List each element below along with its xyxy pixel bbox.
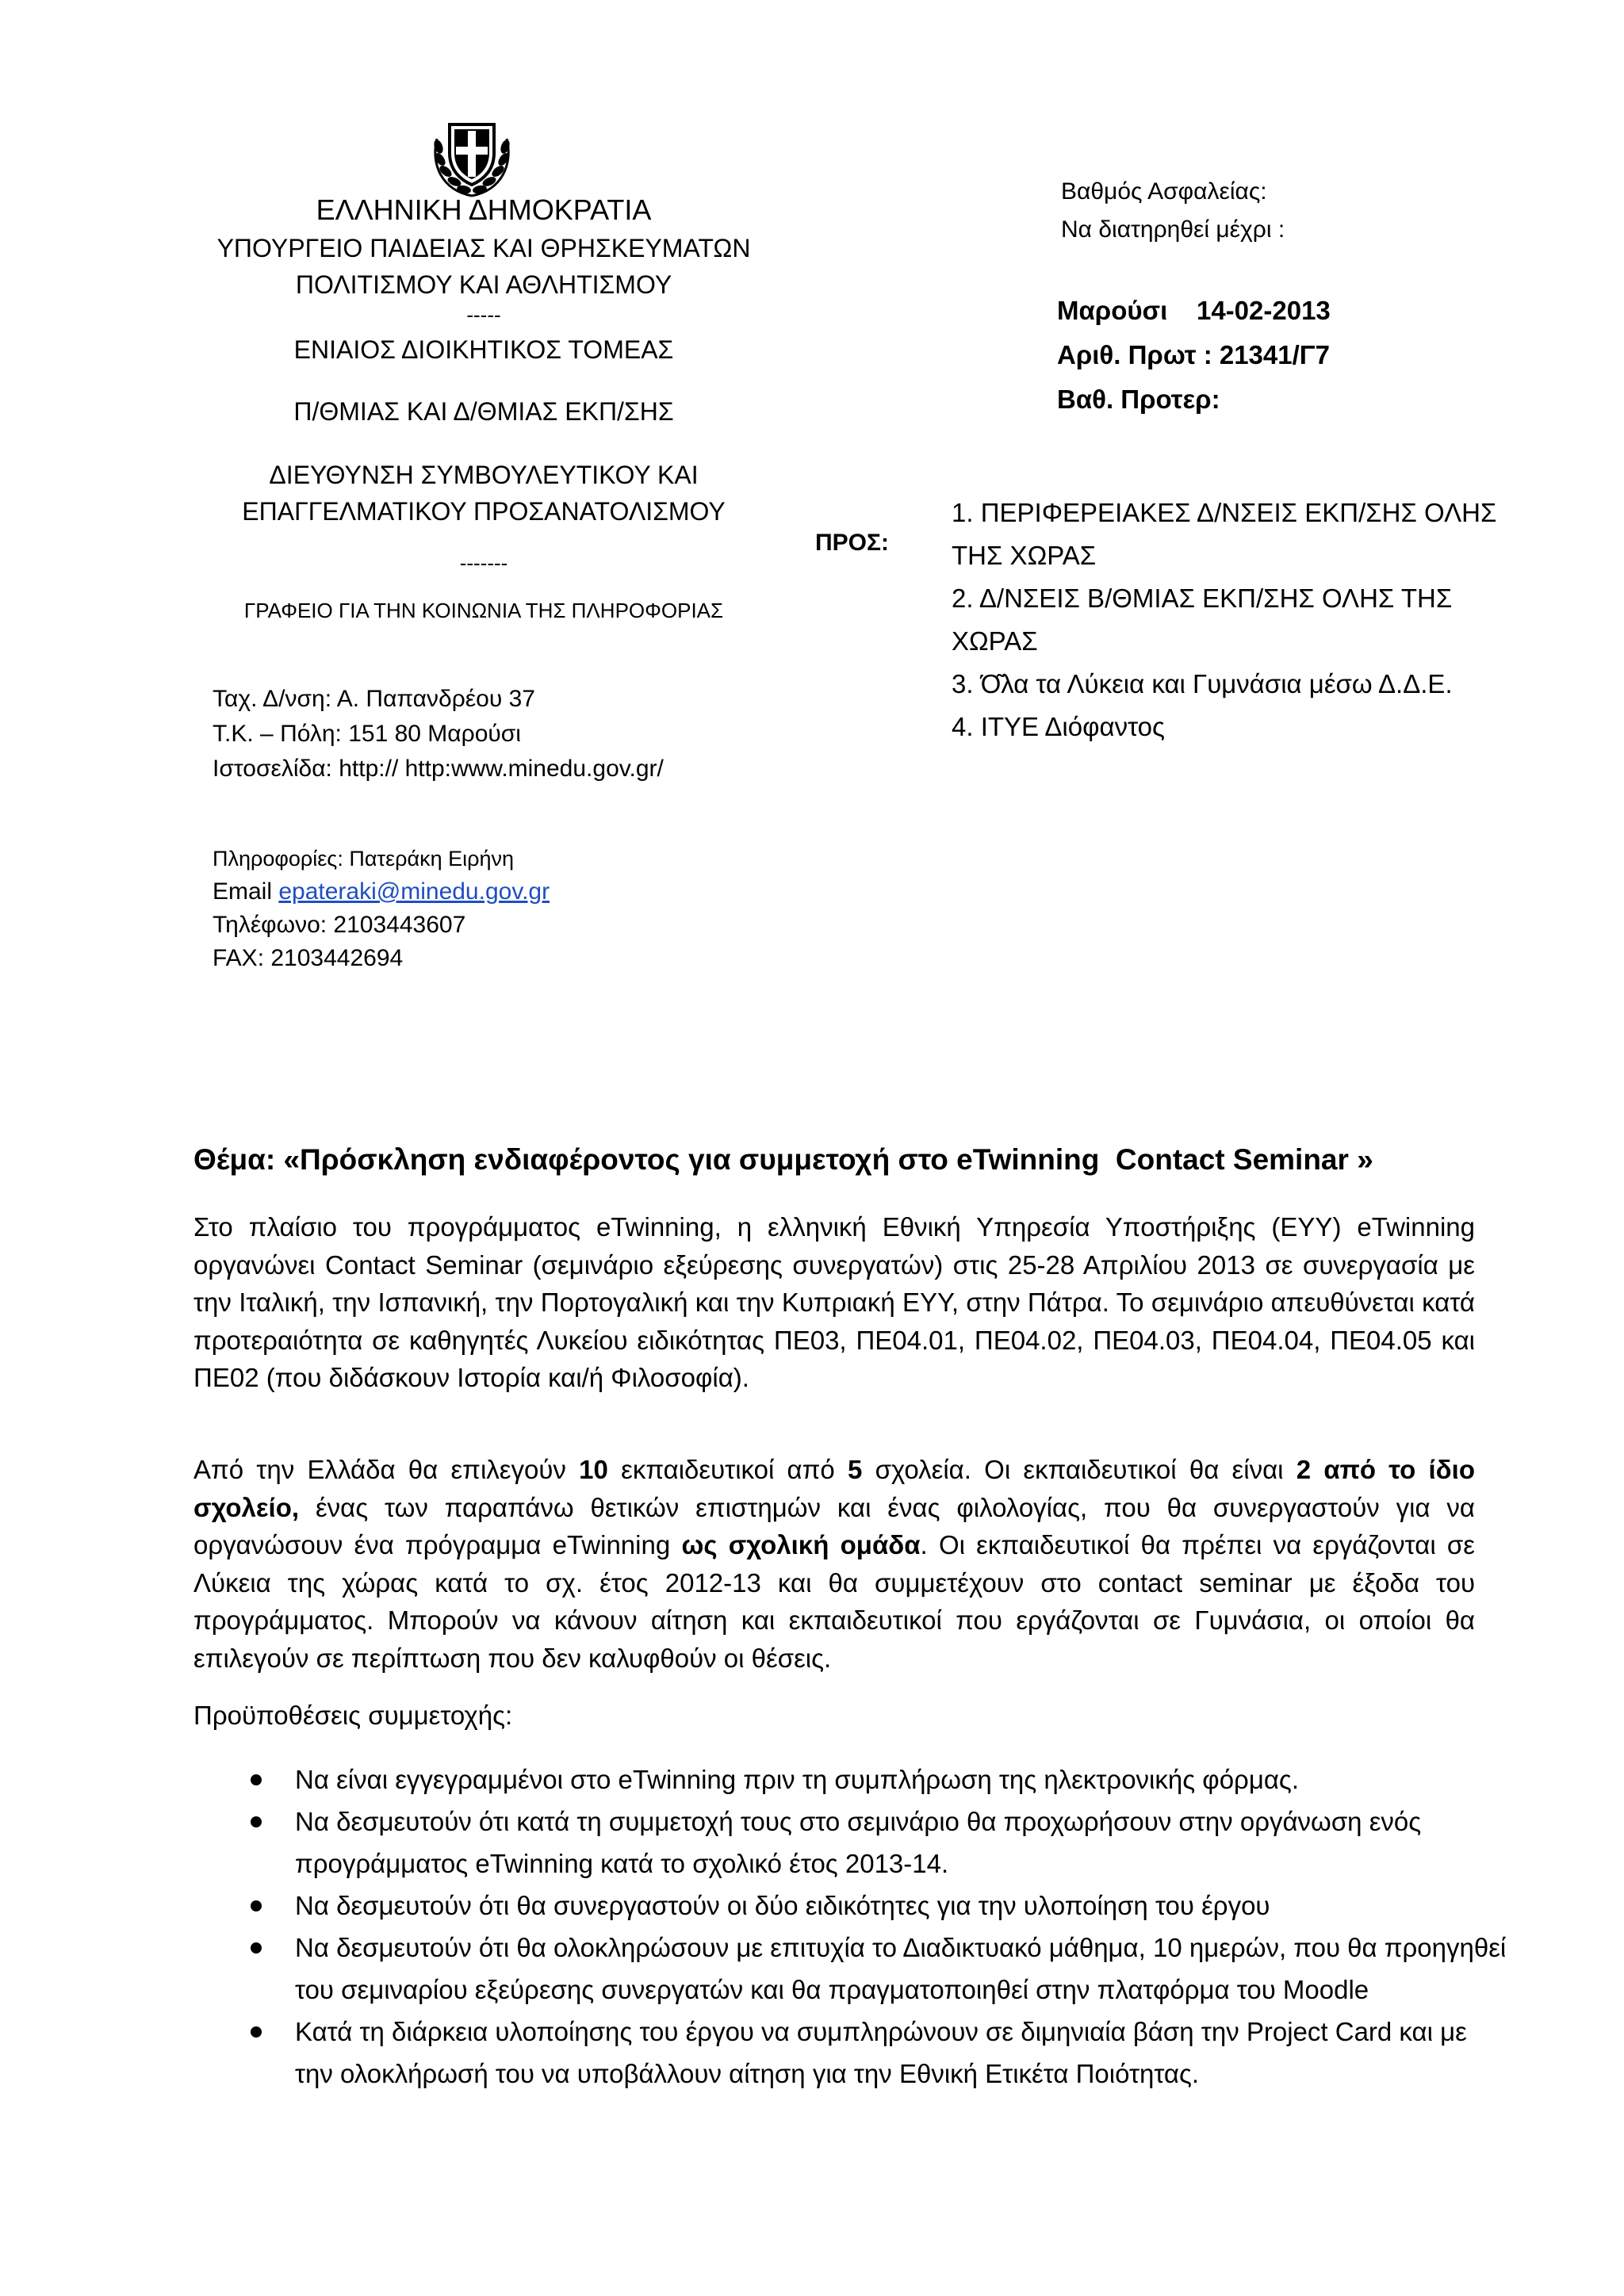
text-segment: σχολεία. Οι εκπαιδευτικοί θα είναι: [862, 1455, 1297, 1484]
bullet-icon: [251, 1774, 262, 1785]
text-segment: . Οι εκπαιδευτικοί θα πρέπει να εργάζονται σε Λύκεια της χώρας κατά το σχ. έτος 2012-13 και θα συμμετέχουν στο contact seminar με έξοδα του προγράμματος. Μπορούν να κάνουν αίτηση και εκπαιδευτικοί που εργάζονται σε Γυμνάσια, οι οποίοι θα επιλεγούν σε περίπτωση που δεν καλυφθούν οι θέσεις.: [193, 1530, 1475, 1673]
header-line-office: ΓΡΑΦΕΙΟ ΓΙΑ ΤΗΝ ΚΟΙΝΩΝΙΑ ΤΗΣ ΠΛΗΡΟΦΟΡΙΑΣ: [243, 599, 724, 622]
bold-segment: 5: [848, 1455, 863, 1484]
bullet-icon: [251, 2026, 262, 2038]
text-segment: εκπαιδευτικοί από: [607, 1455, 848, 1484]
protocol-block: [1057, 289, 1501, 422]
header-divider-1: -----: [466, 303, 501, 327]
condition-item: [238, 1885, 1507, 1927]
bullet-icon: [251, 1900, 262, 1911]
text-segment: Από την Ελλάδα θα επιλεγούν: [193, 1455, 580, 1484]
recipients-list: [952, 492, 1522, 748]
place-date: Μαρούσι 14-02-2013: [1057, 296, 1331, 325]
security-level-label: Βαθμός Ασφαλείας:: [1061, 178, 1267, 205]
header-line-directorate: ΔΙΕΥΘΥΝΣΗ ΣΥΜΒΟΥΛΕΥΤΙΚΟΥ ΚΑΙ: [269, 461, 699, 489]
bold-segment: 2 από το ίδιο σχολείο,: [193, 1455, 1476, 1522]
protocol-number: Αριθ. Πρωτ : 21341/Γ7: [1057, 340, 1330, 369]
condition-text: Να είναι εγγεγραμμένοι στο eTwinning πριν τη συμπλήρωση της ηλεκτρονικής φόρμας.: [295, 1765, 1299, 1794]
retain-until-label: Να διατηρηθεί μέχρι :: [1061, 216, 1285, 243]
address-street: Ταχ. Δ/νση: Α. Παπανδρέου 37: [213, 686, 535, 712]
bullet-icon: [251, 1942, 262, 1954]
priority-label: Βαθ. Προτερ:: [1057, 385, 1220, 414]
contact-phone: Τηλέφωνο: 2103443607: [213, 912, 466, 938]
address-website: Ιστοσελίδα: http:// http:www.minedu.gov.gr/: [213, 756, 664, 782]
contact-email-line: [213, 875, 926, 909]
recipient-item: 1. ΠΕΡΙΦΕΡΕΙΑΚΕΣ Δ/ΝΣΕΙΣ ΕΚΠ/ΣΗΣ ΟΛΗΣ ΤΗΣ ΧΩΡΑΣ: [952, 498, 1497, 570]
email-link[interactable]: epateraki@minedu.gov.gr: [278, 878, 550, 905]
bullet-icon: [251, 1816, 262, 1827]
contact-info: Πληροφορίες: Πατεράκη Ειρήνη: [213, 847, 515, 871]
subject-line: Θέμα: «Πρόσκληση ενδιαφέροντος για συμμετοχή στο eTwinning Contact Seminar »: [193, 1143, 1373, 1176]
condition-text: Να δεσμευτούν ότι θα ολοκληρώσουν με επιτυχία το Διαδικτυακό μάθημα, 10 ημερών, που θα προηγηθεί του σεμιναρίου εξεύρεσης συνεργατών και θα πραγματοποιηθεί στην πλατφόρμα του Moodle: [295, 1933, 1507, 2004]
condition-text: Να δεσμευτούν ότι κατά τη συμμετοχή τους στο σεμινάριο θα προχωρήσουν στην οργάνωση ενός προγράμματος eTwinning κατά το σχολικό έτος 2013-14.: [295, 1807, 1422, 1878]
contact-block: [213, 842, 926, 975]
body-paragraph-2: [193, 1451, 1475, 1677]
bold-segment: ως σχολική ομάδα: [681, 1530, 921, 1559]
recipient-item: 3. Ό͂λα τα Λύκεια και Γυμνάσια μέσω Δ.Δ.Ε.: [952, 669, 1453, 698]
recipient-item: 2. Δ/ΝΣΕΙΣ Β/ΘΜΙΑΣ ΕΚΠ/ΣΗΣ ΟΛΗΣ ΤΗΣ ΧΩΡΑΣ: [952, 584, 1453, 656]
header-line-sector: ΕΝΙΑΙΟΣ ΔΙΟΙΚΗΤΙΚΟΣ ΤΟΜΕΑΣ: [293, 335, 674, 364]
condition-item: [238, 1800, 1507, 1885]
security-block: [1061, 173, 1505, 249]
body-paragraph-1: Στο πλαίσιο του προγράμματος eTwinning, η ελληνική Εθνική Υπηρεσία Υποστήριξης (ΕΥΥ) eTwinning οργανώνει Contact Seminar (σεμινάριο εξεύρεσης συνεργατών) στις 25-28 Απριλίου 2013 σε συνεργασία με την Ιταλική, την Ισπανική, την Πορτογαλική και την Κυπριακή ΕΥΥ, στην Πάτρα. Το σεμινάριο απευθύνεται κατά προτεραιότητα σε καθηγητές Λυκείου ειδικότητας ΠΕ03, ΠΕ04.01, ΠΕ04.02, ΠΕ04.03, ΠΕ04.04, ΠΕ04.05 και ΠΕ02 (που διδάσκουν Ιστορία και/ή Φιλοσοφία).: [193, 1212, 1475, 1392]
email-label: Email: [213, 878, 279, 905]
address-block: [213, 682, 847, 786]
header-line-ministry: ΥΠΟΥΡΓΕΙΟ ΠΑΙΔΕΙΑΣ ΚΑΙ ΘΡΗΣΚΕΥΜΑΤΩΝ: [216, 234, 751, 262]
bold-segment: 10: [579, 1455, 608, 1484]
issuer-header: [182, 190, 785, 626]
condition-text: Κατά τη διάρκεια υλοποίησης του έργου να συμπληρώνουν σε διμηνιαία βάση την Project Card και με την ολοκλήρωσή του να υποβάλλουν αίτηση για την Εθνική Ετικέτα Ποιότητας.: [295, 2017, 1467, 2088]
condition-item: [238, 2011, 1507, 2095]
recipients-label: ΠΡΟΣ:: [815, 530, 890, 556]
header-line-republic: ΕΛΛΗΝΙΚΗ ΔΗΜΟΚΡΑΤΙΑ: [316, 193, 652, 226]
header-line-directorate-2: ΕΠΑΓΓΕΛΜΑΤΙΚΟΥ ΠΡΟΣΑΝΑΤΟΛΙΣΜΟΥ: [242, 497, 726, 526]
conditions-list: [238, 1758, 1507, 2095]
conditions-heading: Προϋποθέσεις συμμετοχής:: [193, 1701, 513, 1730]
header-line-ministry-2: ΠΟΛΙΤΙΣΜΟΥ ΚΑΙ ΑΘΛΗΤΙΣΜΟΥ: [295, 270, 672, 299]
condition-text: Να δεσμευτούν ότι θα συνεργαστούν οι δύο ειδικότητες για την υλοποίηση του έργου: [295, 1891, 1270, 1920]
condition-item: [238, 1758, 1507, 1800]
header-divider-2: -------: [459, 551, 508, 575]
greek-coat-of-arms-icon: [424, 107, 519, 202]
recipient-item: 4. ΙΤΥΕ Διόφαντος: [952, 712, 1165, 741]
address-city: Τ.Κ. – Πόλη: 151 80 Μαρούσι: [213, 721, 521, 747]
condition-item: [238, 1927, 1507, 2011]
contact-fax: FAX: 2103442694: [213, 945, 404, 971]
text-segment: ένας των παραπάνω θετικών επιστημών και ένας φιλολογίας, που θα συνεργαστούν για να οργανώσουν ένα πρόγραμμα eTwinning: [193, 1492, 1475, 1559]
header-line-education: Π/ΘΜΙΑΣ ΚΑΙ Δ/ΘΜΙΑΣ ΕΚΠ/ΣΗΣ: [293, 397, 674, 426]
